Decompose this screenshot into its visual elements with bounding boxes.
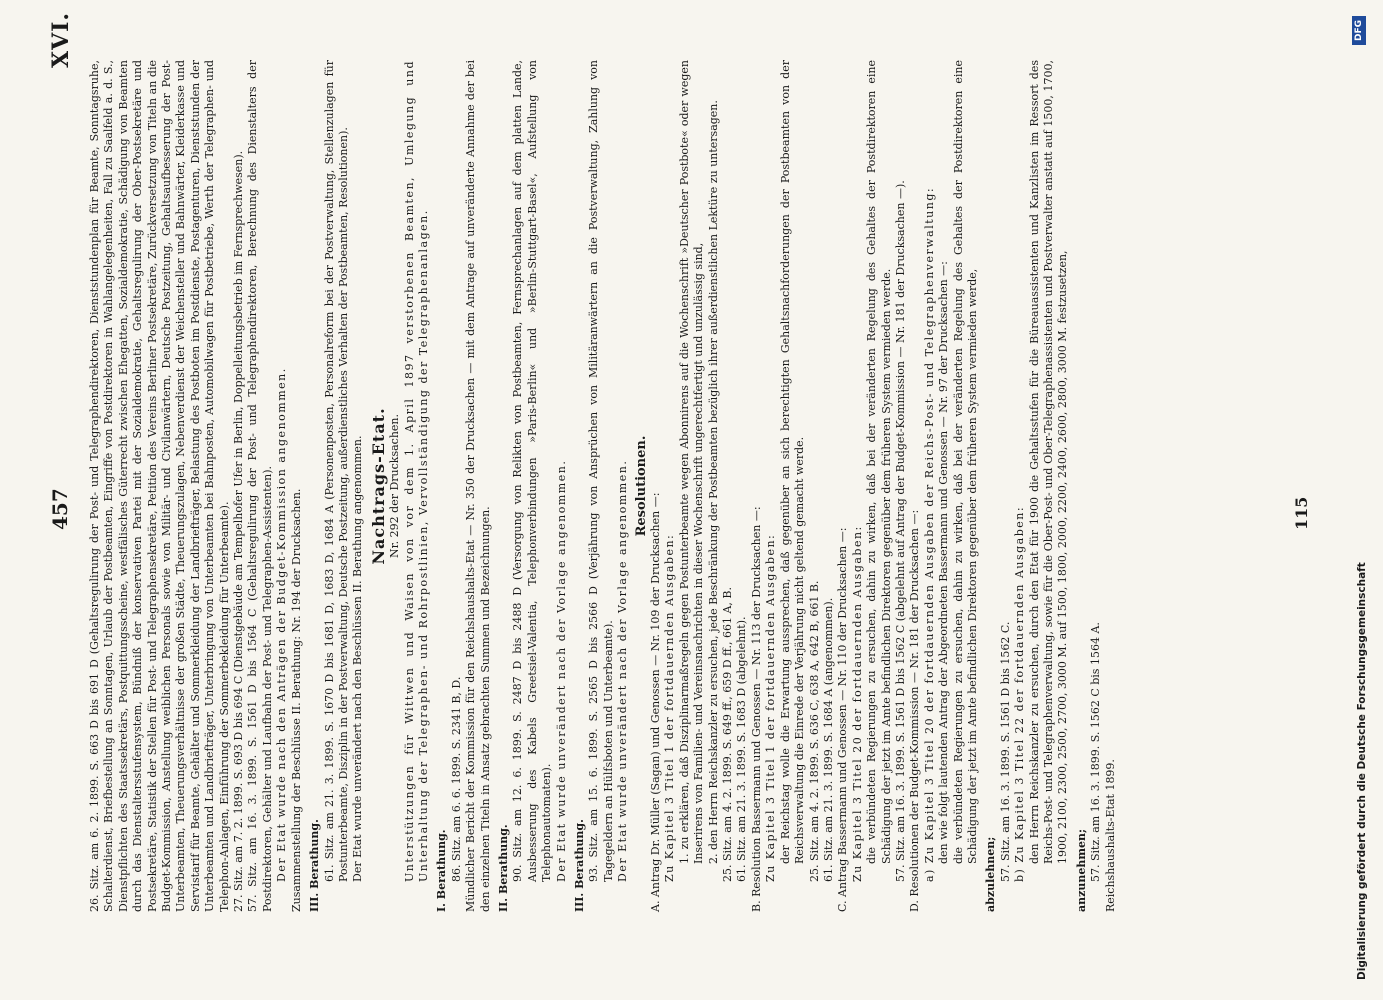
resolution-b-sitz-61: 61. Sitz. am 21. 3. 1899. S. 1684 A (angenommen). [821, 597, 835, 882]
entry-57: 57. Sitz. am 16. 3. 1899. S. 1561 D bis 1564 C (Gehaltsregulirung der Post- und Telegraphendirektoren, Berechnung des Dienstalters der Postdirektoren, Gehälter und Laufbahn der Post- und Telegraphen-Assistenten). [246, 60, 274, 912]
entry-61: 61. Sitz. am 21. 3. 1899. S. 1670 D bis 1681 D, 1683 D, 1684 A (Personenposten, Personalreform bei der Postverwaltung, Stellenzulagen für Postunterbeamte, Disziplin in der Postverwaltung, Deutsche Postzeitung, außerdienstliches Verhalten der Postbeamten, Resolutionen). [322, 60, 350, 882]
dfg-logo: DFG [1352, 16, 1366, 45]
drucksache-ref: Nr. 292 der Drucksachen. [388, 414, 402, 558]
resolution-b-text: der Reichstag wolle die Erwartung aussprechen, daß gegenüber an sich berechtigten Gehaltsnachforderungen der Postbeamten von der Reichsverwaltung die Einrede der Verjährung nicht geltend gemacht werde. [778, 60, 807, 864]
resolution-d-a-sitz: 57. Sitz. am 16. 3. 1899. S. 1561 D bis 1562 C. [998, 621, 1012, 882]
running-footer: Reichshaushalts-Etat 1899. [1103, 759, 1117, 912]
heading-third-reading-2: III. Berathung. [573, 819, 586, 912]
resolution-d: D. Resolutionen der Budget-Kommission — Nr. 181 der Drucksachen —: [908, 509, 922, 912]
heading-first-reading: I. Berathung. [435, 829, 449, 912]
summary-note: Zusammenstellung der Beschlüsse II. Berathung: Nr. 194 der Drucksachen. [289, 488, 303, 912]
etat-result-2: Der Etat wurde unverändert nach den Beschlüssen II. Berathung angenommen. [351, 435, 365, 882]
resolution-c-chapter: Zu Kapitel 3 Titel 20 der fortdauernden Ausgaben: [850, 525, 864, 882]
resolution-d-b: b) Zu Kapitel 3 Titel 22 der fortdauernden Ausgaben: [1013, 505, 1027, 882]
entry-27: 27. Sitz. am 7. 2. 1899. S. 693 D bis 694 C (Dienstgebäude am Tempelhofer Ufer in Berlin, Doppelleitungsbetrieb im Fernsprechwesen). [232, 150, 246, 912]
resolution-d-a-text: die verbündeten Regierungen zu ersuchen, dahin zu wirken, daß bei der veränderten Regelung des Gehaltes der Postdirektoren eine Schädigung der jetzt im Amte befindlichen Direktoren gegenüber dem früheren System vermieden werde, [951, 60, 979, 864]
resolution-b-chapter: Zu Kapitel 3 Titel 1 der fortdauernden Ausgaben: [764, 533, 778, 882]
resolution-d-a-verdict: abzulehnen; [984, 836, 998, 912]
resolution-b-sitz-25: 25. Sitz. am 4. 2. 1899. S. 636 C, 638 A, 642 B, 661 B. [807, 580, 821, 882]
entry-93: 93. Sitz. am 15. 6. 1899. S. 2565 D bis 2566 D (Verjährung von Ansprüchen von Militäranwärtern an die Postverwaltung, Zahlung von Tagegeldern an Hülfsboten und Unterbeamte). [587, 60, 615, 882]
etat-result: Der Etat wurde nach den Anträgen der Budget-Kommission angenommen. [275, 367, 289, 882]
resolution-c-sitz-57: 57. Sitz. am 16. 3. 1899. S. 1561 D bis 1562 C (abgelehnt auf Antrag der Budget-Kommission — Nr. 181 der Drucksachen —). [893, 180, 907, 882]
resolution-a-chapter: Zu Kapitel 3 Titel 1 der fortdauernden Ausgaben: [663, 533, 677, 882]
resolution-d-a-motion: den wie folgt lautenden Antrag der Abgeordneten Bassermann und Genossen — Nr. 97 der Drucksachen —: [937, 261, 951, 864]
resolution-d-b-verdict: anzunehmen; [1074, 828, 1088, 912]
resolution-a-2: 2. den Herrn Reichskanzler zu ersuchen, jede Beschränkung der Postbeamten bezüglich ihrer außerdienstlichen Lektüre zu untersagen. [706, 100, 720, 864]
entry-86: 86. Sitz. am 6. 6. 1899. S. 2341 B, D. [449, 676, 463, 882]
resolution-d-b-sitz: 57. Sitz. am 16. 3. 1899. S. 1562 C bis 1564 A. [1089, 622, 1103, 882]
resolution-d-b-text: den Herrn Reichskanzler zu ersuchen, durch den Etat für 1900 die Gehaltsstufen für die Büreauassistenten und Kanzlisten im Ressort des Reichs-Post- und Telegraphenverwaltung, sowie für die Ober-Post- und Ober-Telegraphenassistenten und Postverwalter anstatt auf 1500, 1700, 1900, 2100, 2300, 2500, 2700, 3000 M. auf 1500, 1800, 2000, 2200, 2400, 2600, 2800, 3000 M. festzusetzen, [1027, 60, 1070, 864]
etat-result-3: Der Etat wurde unverändert nach der Vorlage angenommen. [554, 459, 568, 882]
subject-line: Unterstützungen für Wittwen und Waisen von vor dem 1. April 1897 verstorbenen Beamten, Umlegung und Unterhaltung der Telegraphen- und Rohrpostlinien, Vervollständigung der Telegraphenanlagen. [402, 60, 430, 882]
resolution-a: A. Antrag Dr. Müller (Sagan) und Genossen — Nr. 109 der Drucksachen —: [649, 492, 663, 912]
resolution-d-a: a) Zu Kapitel 3 Titel 20 der fortdauernden Ausgaben der Reichs-Post- und Telegraphenverwaltung: [922, 186, 936, 882]
resolution-a-sitz-25: 25. Sitz. am 4. 2. 1899. S. 649 ff., 659 D ff., 661 A, B. [721, 587, 735, 882]
resolution-b: B. Resolution Bassermann und Genossen — Nr. 113 der Drucksachen —: [749, 506, 763, 912]
heading-second-reading: II. Berathung. [496, 824, 510, 912]
entry-90: 90. Sitz. am 12. 6. 1899. S. 2487 D bis 2488 D (Versorgung von Relikten von Postbeamten, Fernsprechanlagen auf dem platten Lande, Ausbesserung des Kabels Greetsiel-Valentia, Telephonverbindungen »Paris-Berlin« und »Berlin-Stuttgart-Basel«, Aufstellung von Telephonautomaten). [511, 60, 554, 882]
folio-number: 115 [1292, 496, 1311, 530]
resolution-c: C. Antrag Bassermann und Genossen — Nr. 110 der Drucksachen —: [836, 527, 850, 912]
dfg-credit-text: Digitalisierung gefördert durch die Deutsche Forschungsgemeinschaft [1356, 562, 1368, 980]
heading-third-reading: III. Berathung. [308, 819, 322, 912]
section-numeral: XVI. [48, 11, 74, 68]
entry-26: 26. Sitz. am 6. 2. 1899. S. 663 D bis 691 D (Gehaltsregulirung der Post- und Telegraphendirektoren, Dienststundenplan für Beamte, Sonntagsruhe, Schalterdienst, Briefbestellung an Sonntagen, Urlaub der Postbeamten, Eingriffe von Postdirektoren in Wahlangelegenheiten, Fall zu Saalfeld a. d. S., Dienstpflichten des Staatssekretärs, Postquittungsscheine, westfälisches Güterrecht zwischen Ehegatten, Sozialdemokratie, Schädigung von Beamten durch das Dienstaltersstufensystem, Bündniß der konservativen Partei mit der Sozialdemokratie, Gehaltsregulirung der Ober-Postsekretäre und Postsekretäre, Statistik der Stellen für Post- und Telegraphensekretäre, Petition des Vereins Berliner Postsekretäre, Zurückversetzung von Titeln an die Budget-Kommission, Anstellung weiblichen Personals sowie von Militär- und Civilanwärtern, Deutsche Postzeitung, Gehaltsaufbesserung der Post-Unterbeamten, Theuerungsverhältnisse der großen Städte, Theuerungszulagen, Nebenverdienst der Weichensteller und Bahnwärter, Kleiderkasse und Servistarif für Beamte, Gehälter und Sommerkleidung der Landbriefträger, Belastung des Postboten im Postdienste, Postagenturen, Dienststunden der Unterbeamten und Landbriefträger, Unterbringung von Unterbeamten bei Bahnposten, Automobilwagen für Postbetriebe, Werth der Telegraphen- und Telephon-Anlagen, Einführung der Sommerbekleidung für Unterbeamte). [88, 60, 231, 912]
etat-result-4: Der Etat wurde unverändert nach der Vorlage angenommen. [616, 459, 630, 882]
page-content [88, 60, 1118, 912]
heading-nachtrags-etat: Nachtrags-Etat. [368, 407, 388, 565]
heading-resolutionen: Resolutionen. [633, 435, 649, 537]
resolution-c-text: die verbündeten Regierungen zu ersuchen, dahin zu wirken, daß bei der veränderten Regelung des Gehaltes der Postdirektoren eine Schädigung der jetzt im Amte befindlichen Direktoren gegenüber dem früheren System vermieden werde. [865, 60, 893, 864]
page-number: 457 [48, 488, 72, 530]
committee-report: Mündlicher Bericht der Kommission für den Reichshaushalts-Etat — Nr. 350 der Drucksachen — mit dem Antrage auf unveränderte Annahme der bei den einzelnen Titeln in Ansatz gebrachten Summen und Bezeichnungen. [464, 60, 492, 912]
resolution-a-1: 1. zu erklären, daß Disziplinarmaßregeln gegen Postunterbeamte wegen Abonnirens auf die Wochenschrift »Deutscher Postbote« oder wegen Inserirens von Familien- und Vereinsnachrichten in dieser Wochenschrift ungerechtfertigt und unzulässig sind, [677, 60, 706, 864]
resolution-a-sitz-61: 61. Sitz. am 21. 3. 1899. S. 1683 D (abgelehnt). [735, 616, 749, 882]
